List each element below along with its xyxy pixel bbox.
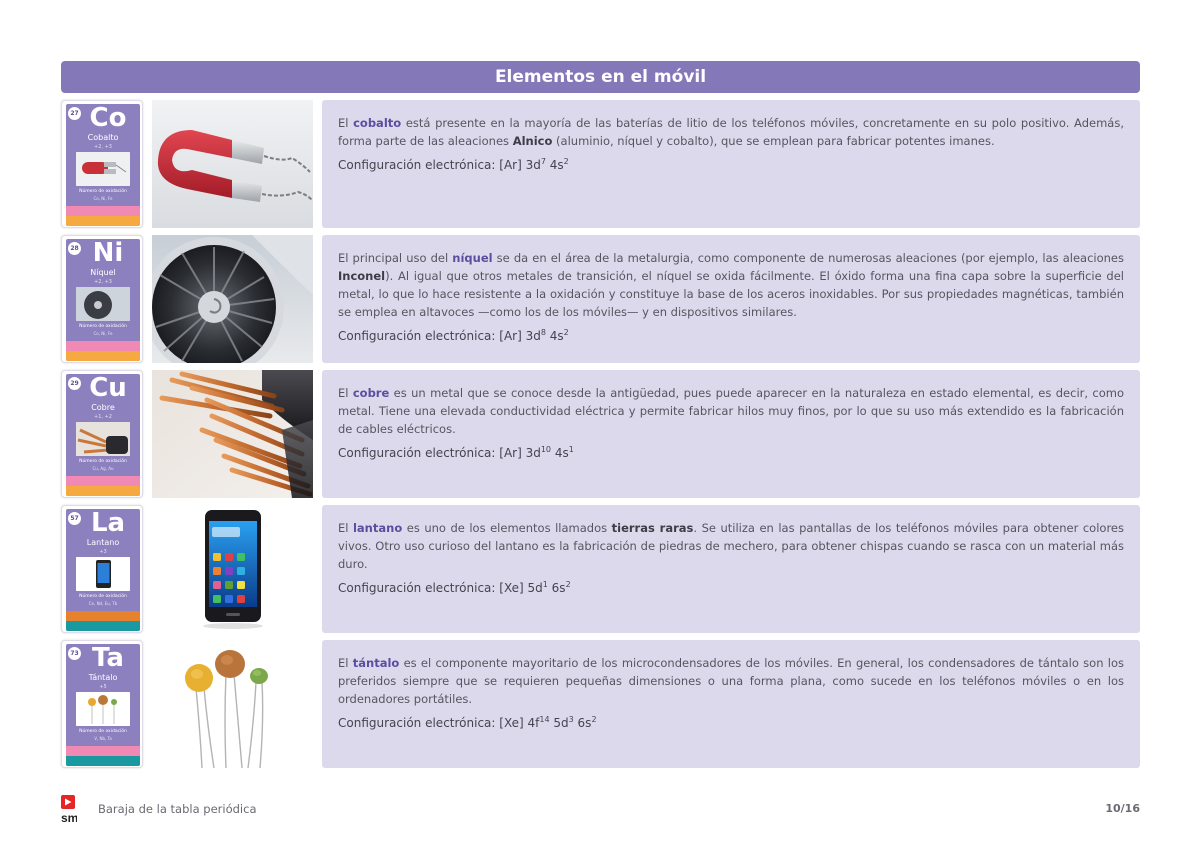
card-caption: Número de oxidación [79, 324, 127, 329]
card-group: Co, Ni, Fe [93, 196, 113, 201]
element-card-nickel [61, 235, 143, 363]
element-valences: +5 [99, 684, 107, 690]
element-description: El lantano es uno de los elementos llamados tierras raras. Se utiliza en las pantallas de los teléfonos móviles para obtener colores vivos. Otro uso curioso del lantano es la fabricación de piedras de mechero, para obtener chispas cuando se rasca con un material más duro. [338, 521, 1124, 571]
element-valences: +2, +3 [94, 279, 112, 285]
card-group: Ce, Nd, Eu, Tb [88, 601, 118, 606]
element-description-box [322, 640, 1140, 768]
element-description: El tántalo es el componente mayoritario de los microcondensadores de los móviles. En general, los condensadores de tántalo son los preferidos siempre que se requieren pequeñas dimensiones o una forma plana, como sucede en los teléfonos móviles o en los ordenadores portátiles. [338, 656, 1124, 706]
element-symbol: Ni [92, 239, 124, 268]
element-symbol: Ta [92, 644, 124, 673]
atomic-number: 57 [68, 512, 81, 525]
jet-engine-photo [152, 235, 313, 363]
card-group: V, Nb, Ta [94, 736, 112, 741]
smartphone-photo [152, 505, 313, 633]
card-thumbnail [76, 287, 130, 321]
element-description: El cobalto está presente en la mayoría de las baterías de litio de los teléfonos móviles, concretamente en su polo positivo. Además, forma parte de las aleaciones Alnico (aluminio, níquel y cobalto), que se emplean para fabricar potentes imanes. [338, 116, 1124, 148]
element-row-nickel [61, 235, 1140, 363]
card-thumbnail [76, 692, 130, 726]
element-name: Lantano [86, 538, 120, 547]
electron-configuration: Configuración electrónica: [Ar] $3d^7$ $4s^2$ [338, 157, 569, 172]
page-title: Elementos en el móvil [61, 61, 1140, 93]
element-name: Cobalto [87, 133, 119, 142]
element-row-copper [61, 370, 1140, 498]
page-number: 10/16 [1105, 802, 1140, 815]
card-thumbnail [76, 422, 130, 456]
element-description-box [322, 505, 1140, 633]
element-valences: +2, +3 [94, 144, 112, 150]
element-row-lanthanum [61, 505, 1140, 633]
element-symbol: Cu [89, 374, 127, 403]
card-caption: Número de oxidación [79, 594, 127, 599]
element-valences: +1, +2 [94, 414, 112, 420]
electron-configuration: Configuración electrónica: [Ar] $3d^8$ $4s^2$ [338, 328, 569, 343]
element-row-tantalum [61, 640, 1140, 768]
card-group: Co, Ni, Fe [93, 331, 113, 336]
atomic-number: 29 [68, 377, 81, 390]
capacitors-photo [152, 640, 313, 768]
copper-cables-photo [152, 370, 313, 498]
card-caption: Número de oxidación [79, 459, 127, 464]
element-description: El principal uso del níquel se da en el área de la metalurgia, como componente de numerosas aleaciones (por ejemplo, las aleaciones Inconel). Al igual que otros metales de transición, el níquel se oxida fácilmente. El óxido forma una fina capa sobre la superficie del metal, lo que lo hace resistente a la oxidación y constituye la base de los aceros inoxidables. Por sus propiedades magnéticas, también se emplea en altavoces —como los de los móviles— y en dispositivos similares. [338, 251, 1125, 319]
electron-configuration: Configuración electrónica: [Ar] $3d^{10}$ $4s^1$ [338, 445, 574, 460]
element-card-cobalt [61, 100, 143, 228]
element-card-copper [61, 370, 143, 498]
card-group: Cu, Ag, Au [92, 466, 114, 471]
footer-title: Baraja de la tabla periódica [98, 802, 257, 816]
card-caption: Número de oxidación [79, 189, 127, 194]
element-description-box [322, 100, 1140, 228]
element-description: El cobre es un metal que se conoce desde la antigüedad, pues puede aparecer en la naturaleza en estado elemental, es decir, como metal. Tiene una elevada conductividad eléctrica y permite fabricar hilos muy finos, por lo que su uso más extendido es la fabricación de cables eléctricos. [338, 386, 1125, 436]
electron-configuration: Configuración electrónica: [Xe] $5d^1$ $6s^2$ [338, 580, 571, 595]
element-name: Tántalo [88, 673, 118, 682]
atomic-number: 73 [68, 647, 81, 660]
element-name: Níquel [90, 268, 116, 277]
card-caption: Número de oxidación [79, 729, 127, 734]
element-row-cobalt [61, 100, 1140, 228]
atomic-number: 28 [68, 242, 81, 255]
element-description-box [322, 370, 1140, 498]
electron-configuration: Configuración electrónica: [Xe] $4f^{14}$ $5d^3$ $6s^2$ [338, 715, 597, 730]
card-thumbnail [76, 557, 130, 591]
magnet-photo [152, 100, 313, 228]
sm-logo [61, 795, 77, 825]
card-thumbnail [76, 152, 130, 186]
atomic-number: 27 [68, 107, 81, 120]
element-valences: +3 [99, 549, 107, 555]
element-card-lanthanum [61, 505, 143, 633]
element-name: Cobre [91, 403, 115, 412]
element-symbol: La [90, 509, 126, 538]
element-description-box [322, 235, 1140, 363]
svg-text:sm: sm [61, 811, 77, 825]
element-card-tantalum [61, 640, 143, 768]
element-symbol: Co [89, 104, 127, 133]
